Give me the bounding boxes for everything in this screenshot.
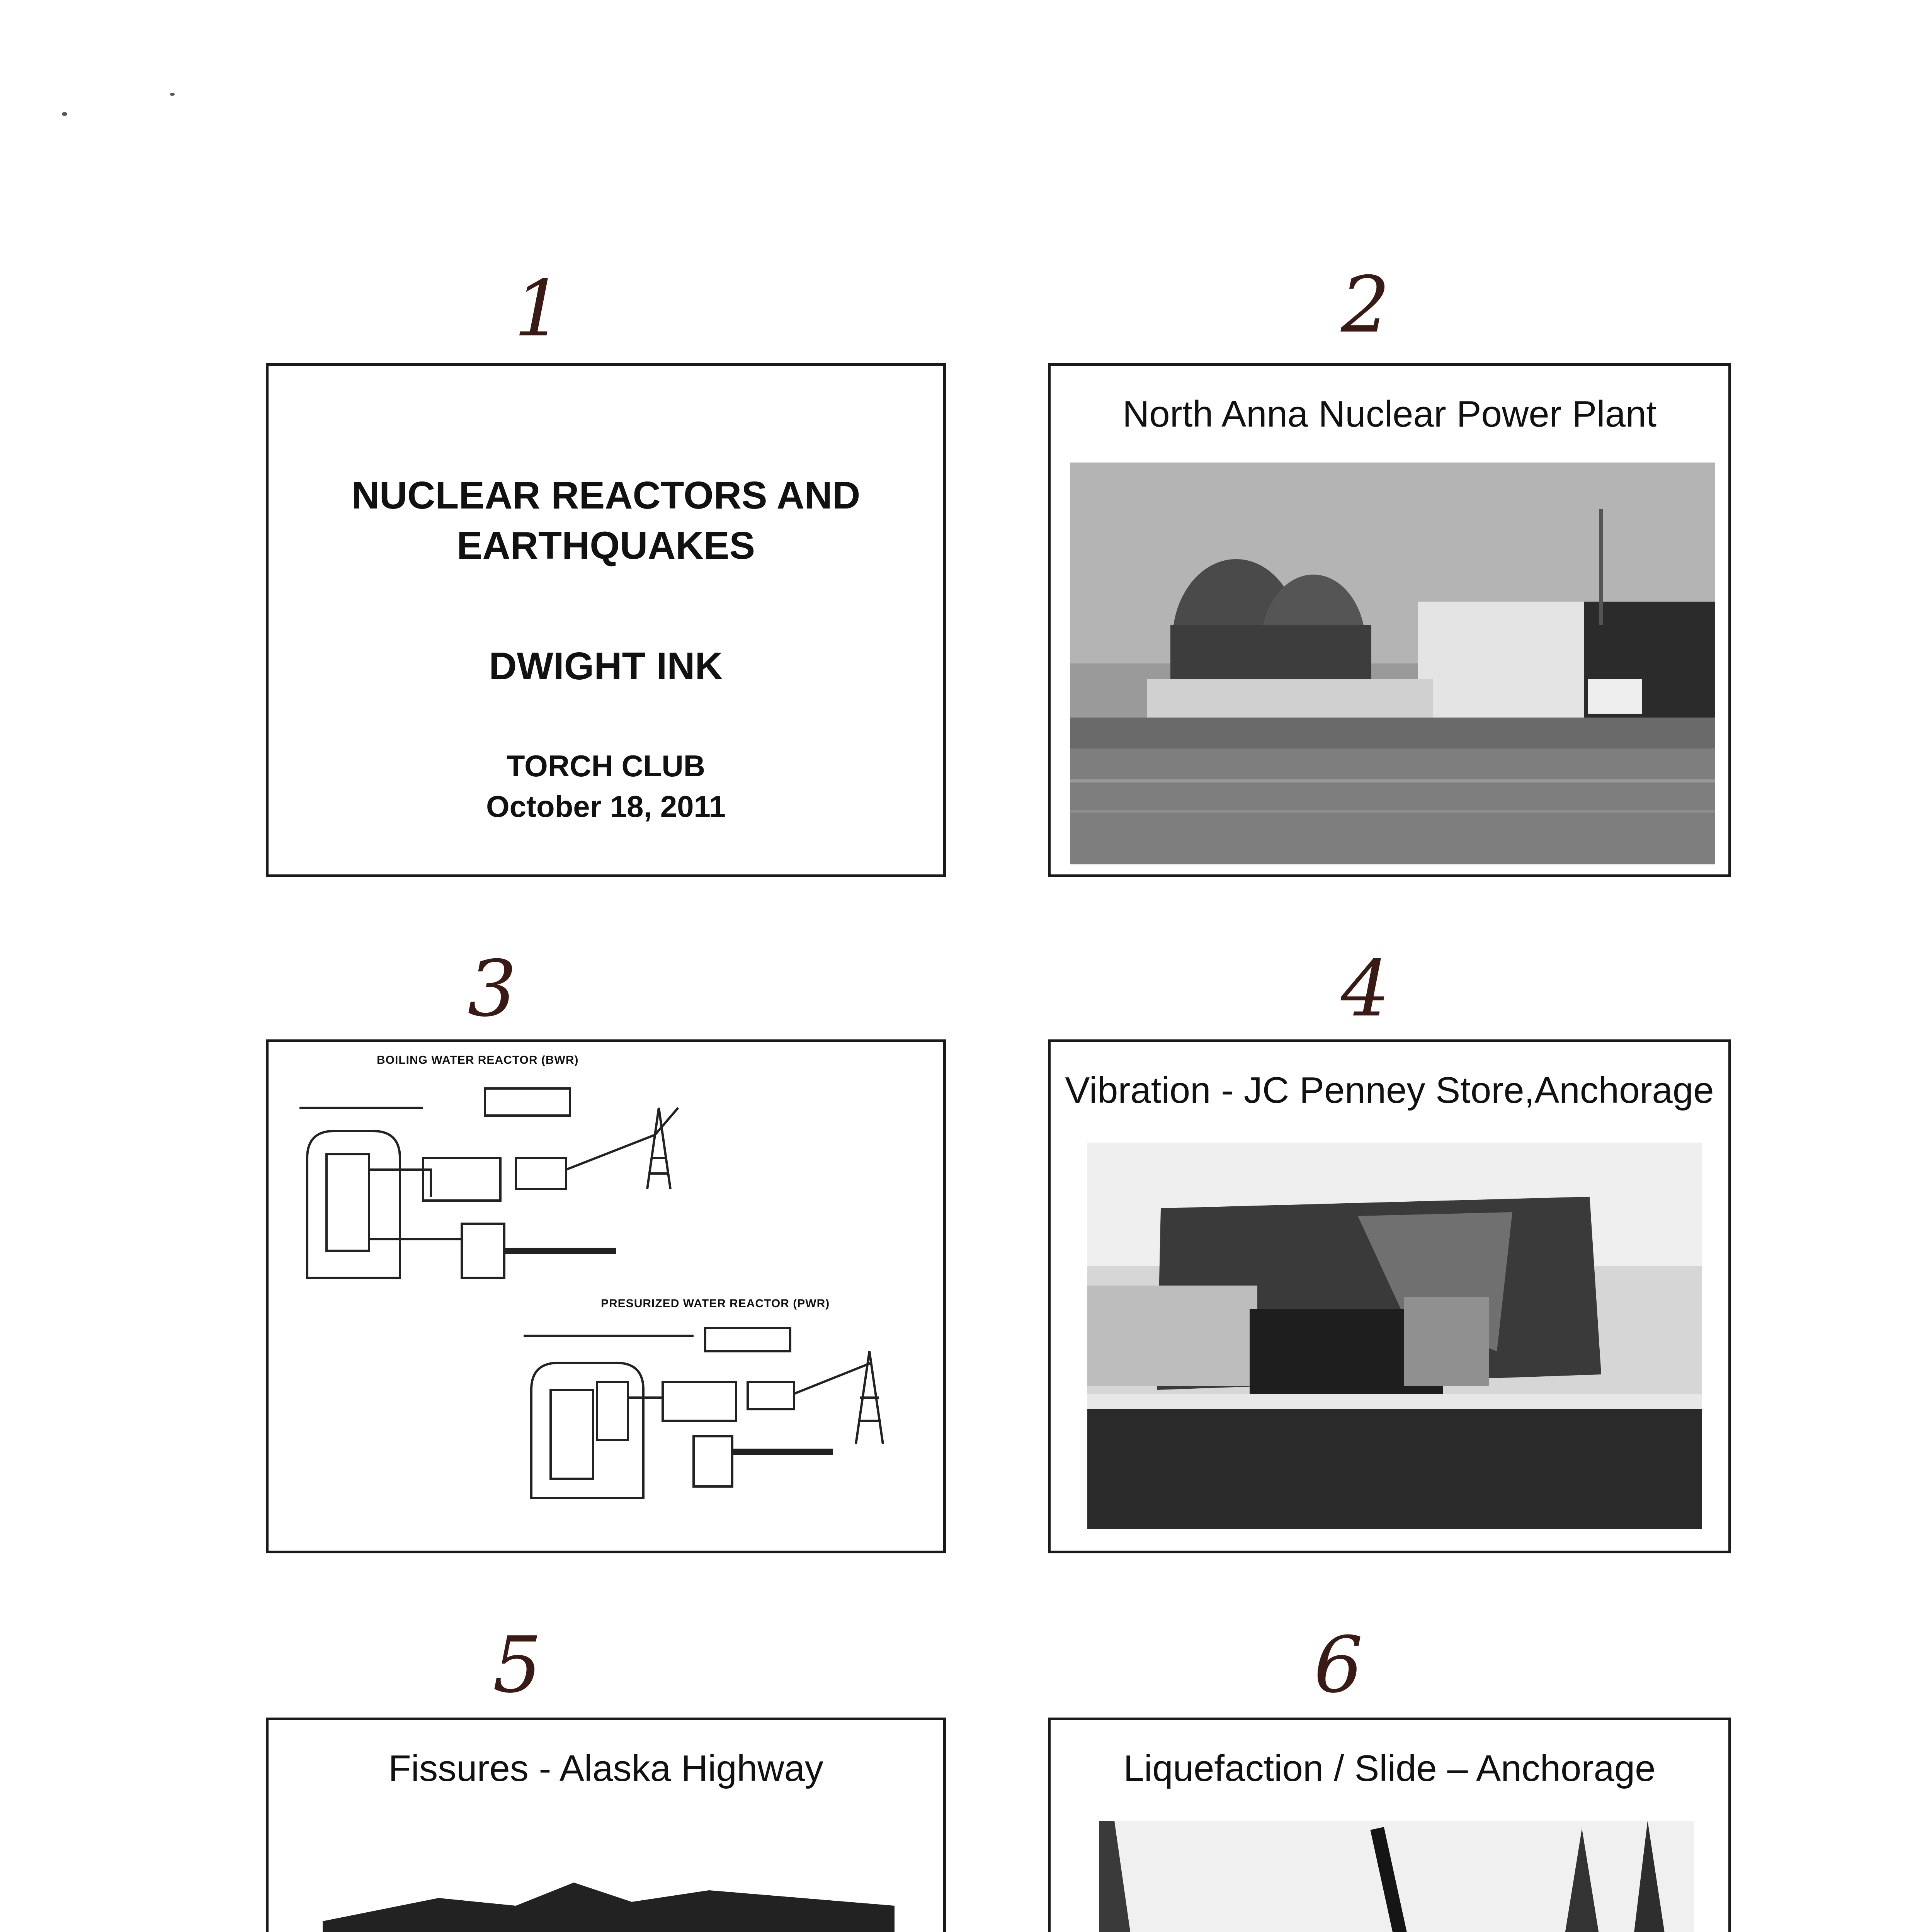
handwritten-number-4: 4 <box>1341 944 1390 1034</box>
handwritten-number-5: 5 <box>493 1620 542 1710</box>
power-plant-photo <box>1070 463 1715 864</box>
scan-speck <box>62 112 67 116</box>
slide-title-text: Liquefaction / Slide – Anchorage <box>1123 1748 1656 1789</box>
scan-speck <box>170 93 175 96</box>
handwritten-number-2: 2 <box>1341 260 1390 350</box>
slide-title-text: Fissures - Alaska Highway <box>388 1748 823 1789</box>
author-name: DWIGHT INK <box>489 645 723 688</box>
slide-title-text: North Anna Nuclear Power Plant <box>1122 393 1657 435</box>
handwritten-number-6: 6 <box>1314 1620 1363 1710</box>
presentation-date: October 18, 2011 <box>486 789 726 823</box>
slide-title-text: Vibration - JC Penney Store,Anchorage <box>1065 1070 1714 1111</box>
liquefaction-slide-photo <box>1099 1821 1694 1932</box>
pwr-label: PRESURIZED WATER REACTOR (PWR) <box>601 1297 830 1310</box>
slide-title <box>266 363 946 877</box>
organization: TORCH CLUB <box>506 749 706 783</box>
slide-north-anna <box>1048 363 1731 877</box>
slide-liquefaction <box>1048 1718 1731 1932</box>
slide-reactor-diagrams <box>266 1039 946 1553</box>
highway-fissures-photo <box>323 1875 895 1932</box>
title-line-1: NUCLEAR REACTORS AND <box>351 474 861 517</box>
reactor-diagram <box>269 1042 943 1551</box>
handwritten-number-1: 1 <box>514 264 563 354</box>
slide-alaska-highway <box>266 1718 946 1932</box>
slide-jc-penney <box>1048 1039 1731 1553</box>
presentation-title <box>269 470 943 571</box>
damaged-building-photo <box>1087 1143 1702 1529</box>
bwr-label: BOILING WATER REACTOR (BWR) <box>377 1054 579 1066</box>
handwritten-number-3: 3 <box>468 944 517 1034</box>
title-line-2: EARTHQUAKES <box>456 524 755 567</box>
